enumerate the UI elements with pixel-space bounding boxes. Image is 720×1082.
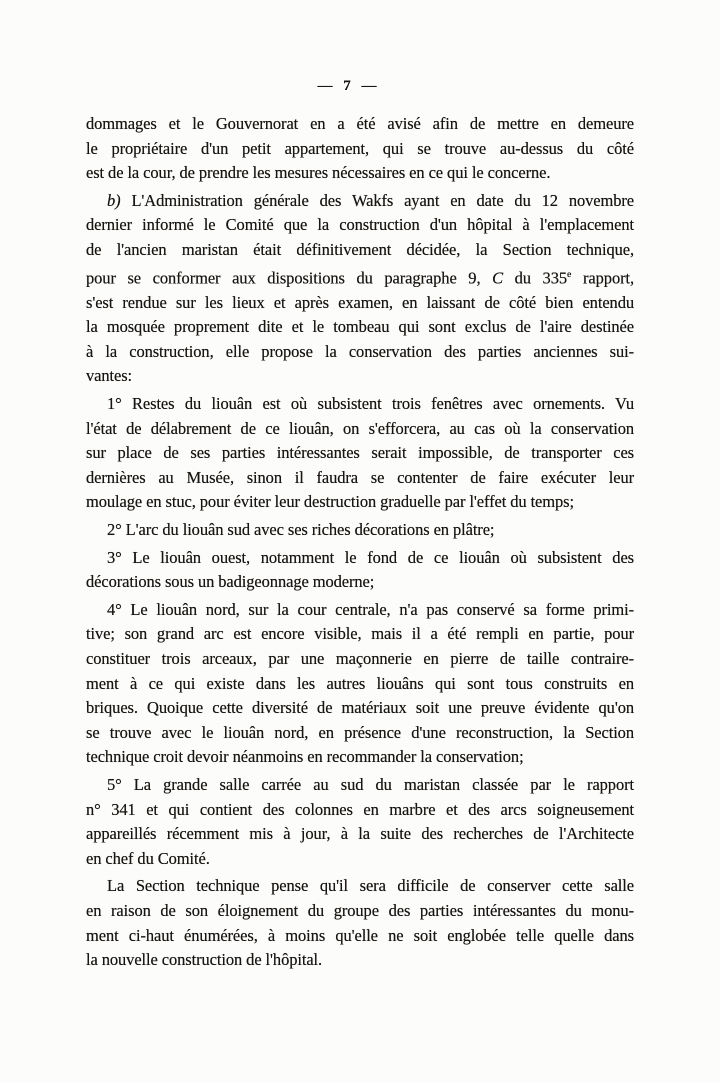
text-segment: constituer trois arceaux, par une maçonnerie en pierre de taille contraire-: [86, 648, 634, 668]
text-segment: décorations sous un badigeonnage moderne;: [86, 572, 375, 592]
text-line: [86, 647, 634, 672]
text-segment: la nouvelle construction de l'hôpital.: [86, 950, 323, 970]
text-segment: vantes:: [86, 366, 133, 386]
text-line: [86, 899, 634, 924]
text-line: [86, 213, 634, 238]
text-segment: l'état de délabrement de ce liouân, on s'efforcera, au cas où la conservation: [86, 418, 634, 438]
text-segment: tive; son grand arc est encore visible, mais il a été rempli en partie, pour: [86, 624, 634, 644]
text-segment: de l'ancien maristan était définitivement décidée, la Section technique,: [86, 239, 634, 259]
text-segment: La Section technique pense qu'il sera difficile de conserver cette salle: [107, 876, 634, 896]
italic-text: b): [107, 190, 121, 210]
text-segment: se trouve avec le liouân nord, en présence d'une reconstruction, la Section: [86, 722, 634, 742]
text-line: [86, 490, 634, 515]
text-segment: 3° Le liouân ouest, notamment le fond de ce liouân où subsistent des: [107, 547, 634, 567]
text-line: [86, 340, 634, 365]
superscript-text: e: [567, 268, 572, 280]
text-segment: dernières au Musée, sinon il faudra se contenter de faire exécuter leur: [86, 467, 634, 487]
text-segment: dommages et le Gouvernorat en a été avisé afin de mettre en demeure: [86, 114, 634, 133]
text-line: [86, 672, 634, 697]
text-segment: en chef du Comité.: [86, 848, 210, 868]
text-segment: le propriétaire d'un petit appartement, qui se trouve au-dessus du côté: [86, 138, 634, 158]
text-segment: 5° La grande salle carrée au sud du maristan classée par le rapport: [107, 774, 634, 794]
text-line: [86, 441, 634, 466]
text-line: [86, 847, 634, 872]
text-segment: la mosquée proprement dite et le tombeau qui sont exclus de l'aire destinée: [86, 317, 634, 337]
text-line: [86, 161, 634, 186]
text-line: [86, 417, 634, 442]
paragraph-item-2: [86, 518, 634, 543]
text-line: [86, 263, 634, 291]
text-segment: s'est rendue sur les lieux et après examen, en laissant de côté bien entendu: [86, 292, 634, 312]
text-line: [86, 112, 634, 137]
paragraph-item-1: [86, 392, 634, 515]
text-line: [86, 622, 634, 647]
text-line: [86, 546, 634, 571]
text-line: [86, 570, 634, 595]
text-segment: ment ci-haut énumérées, à moins qu'elle ne soit englobée telle quelle dans: [86, 925, 634, 945]
text-line: [86, 696, 634, 721]
text-segment: appareillés récemment mis à jour, à la suite des recherches de l'Architecte: [86, 824, 634, 844]
paragraph-item-4: [86, 598, 634, 770]
paragraph-continuation-a: [86, 112, 634, 186]
text-segment: ment à ce qui existe dans les autres liouâns qui sont tous construits en: [86, 673, 634, 693]
page-number: — 7 —: [317, 78, 377, 94]
text-line: [86, 948, 634, 973]
text-line: [86, 518, 634, 543]
paragraph-item-3: [86, 546, 634, 595]
text-block: [86, 112, 634, 973]
text-segment: moulage en stuc, pour éviter leur destruction graduelle par l'effet du temps;: [86, 492, 574, 512]
text-line: [86, 721, 634, 746]
text-line: [86, 189, 634, 214]
text-line: [86, 392, 634, 417]
text-segment: 4° Le liouân nord, sur la cour centrale, n'a pas conservé sa forme primi-: [107, 599, 634, 619]
text-line: [86, 466, 634, 491]
text-segment: sur place de ses parties intéressantes serait impossible, de transporter ces: [86, 443, 634, 463]
italic-text: C: [492, 268, 504, 288]
text-line: [86, 745, 634, 770]
text-line: [86, 874, 634, 899]
text-segment: L'Administration générale des Wakfs ayant en date du 12 novembre: [120, 190, 634, 210]
text-line: [86, 924, 634, 949]
text-line: [86, 291, 634, 316]
paragraph-closing: [86, 874, 634, 972]
text-line: [86, 137, 634, 162]
text-segment: dernier informé le Comité que la construction d'un hôpital à l'emplacement: [86, 215, 634, 235]
text-line: [86, 364, 634, 389]
text-segment: pour se conformer aux dispositions du paragraphe 9,: [86, 268, 493, 288]
text-segment: est de la cour, de prendre les mesures nécessaires en ce qui le concerne.: [86, 163, 551, 183]
text-line: [86, 315, 634, 340]
text-segment: rapport,: [571, 268, 634, 288]
text-segment: technique croit devoir néanmoins en recommander la conservation;: [86, 747, 524, 767]
text-line: [86, 598, 634, 623]
text-line: [86, 822, 634, 847]
paragraph-item-b: [86, 189, 634, 389]
text-segment: 2° L'arc du liouân sud avec ses riches décorations en plâtre;: [107, 520, 495, 539]
text-line: [86, 773, 634, 798]
text-segment: briques. Quoique cette diversité de matériaux soit une preuve évidente qu'on: [86, 698, 634, 718]
text-line: [86, 798, 634, 823]
text-segment: du 335: [503, 268, 568, 288]
text-segment: en raison de son éloignement du groupe des parties intéressantes du monu-: [86, 900, 634, 920]
text-segment: n° 341 et qui contient des colonnes en marbre et des arcs soigneusement: [86, 799, 634, 819]
text-line: [86, 238, 634, 263]
text-segment: 1° Restes du liouân est où subsistent trois fenêtres avec ornements. Vu: [107, 394, 634, 414]
paragraph-item-5: [86, 773, 634, 871]
text-segment: à la construction, elle propose la conservation des parties anciennes sui-: [86, 341, 634, 361]
